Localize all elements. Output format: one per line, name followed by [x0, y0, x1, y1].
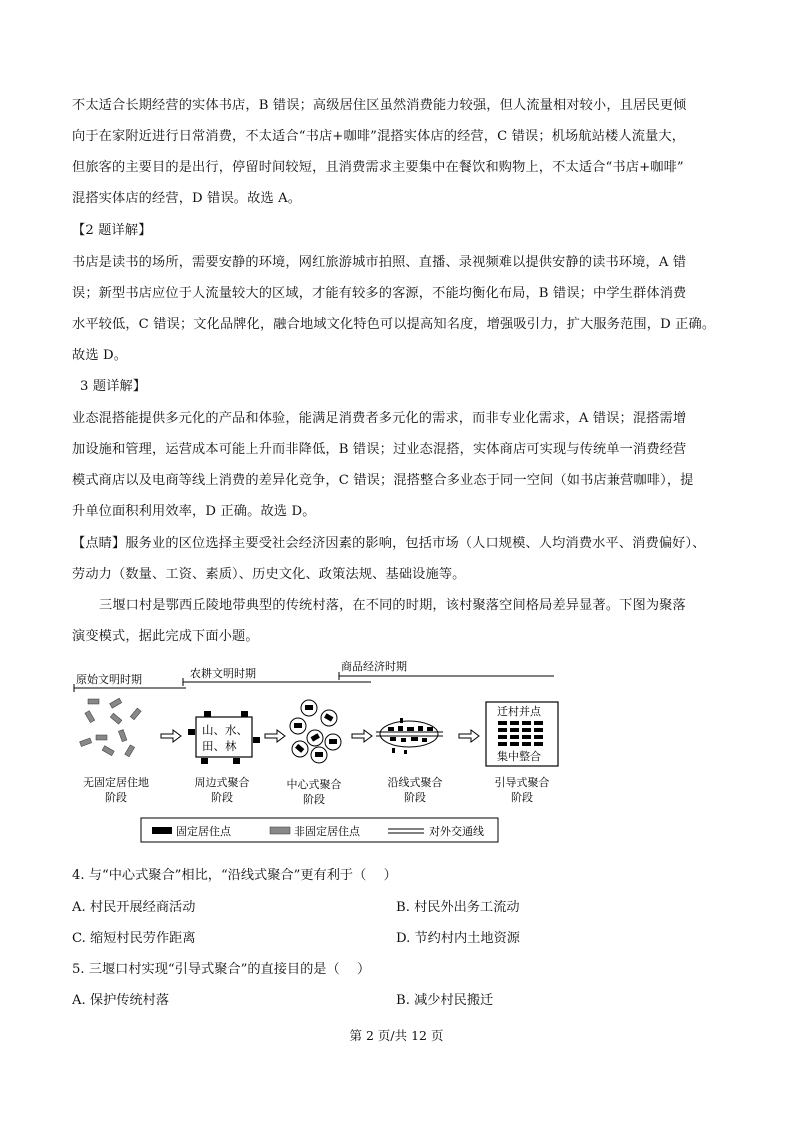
paragraph-line: 加设施和管理，运营成本可能上升而非降低，B 错误；过业态混搭，实体商店可实现与传统单一消费经营 — [72, 442, 687, 457]
question-5-stem: 5. 三堰口村实现“引导式聚合”的直接目的是（ ） — [72, 962, 371, 977]
nonfixed-point-swatch — [270, 827, 290, 834]
stage-3-central-icon — [290, 700, 341, 763]
question-4-option-b[interactable]: B. 村民外出务工流动 — [396, 900, 520, 915]
paragraph-line: 向于在家附近进行日常消费，不太适合“书店+咖啡”混搭实体店的经营，C 错误；机场航站楼人流量大， — [72, 129, 686, 144]
stage-label: 阶段 — [211, 791, 233, 804]
paragraph-line: 模式商店以及电商等线上消费的差异化竞争，C 错误；混搭整合多业态于同一空间（如书店兼营咖啡），提 — [72, 473, 694, 488]
question-5-option-b[interactable]: B. 减少村民搬迁 — [396, 993, 494, 1008]
question-4-stem: 4. 与“中心式聚合”相比，“沿线式聚合”更有利于（ ） — [72, 868, 397, 883]
stage-label: 沿线式聚合 — [387, 776, 443, 789]
legend-label: 对外交通线 — [429, 825, 484, 838]
paragraph-line: 水平较低，C 错误；文化品牌化，融合地域文化特色可以提高知名度，增强吸引力，扩大服务范围，D 正确。 — [72, 317, 716, 332]
paragraph-line: 演变模式，据此完成下面小题。 — [72, 629, 259, 644]
stage-label: 阶段 — [303, 793, 325, 806]
guide-text: 迁村并点 — [497, 705, 541, 718]
paragraph-line: 【点睛】服务业的区位选择主要受社会经济因素的影响，包括市场（人口规模、人均消费水平、消费偏好）、 — [72, 536, 706, 551]
box-text: 山、水、 — [202, 723, 248, 737]
legend-label: 非固定居住点 — [294, 825, 360, 838]
stage-label: 周边式聚合 — [194, 776, 250, 789]
question-5-option-a[interactable]: A. 保护传统村落 — [72, 993, 170, 1008]
stage-label: 阶段 — [105, 791, 127, 804]
section-heading: 3 题详解】 — [80, 379, 147, 394]
paragraph-line: 业态混搭能提供多元化的产品和体验，能满足消费者多元化的需求，而非专业化需求，A 错误；混搭需增 — [72, 411, 687, 426]
period-label: 商品经济时期 — [341, 660, 407, 673]
paragraph-line: 故选 D。 — [72, 348, 128, 363]
stage-label: 引导式聚合 — [494, 776, 550, 789]
stage-1-scatter-icon — [80, 698, 142, 757]
period-label: 农耕文明时期 — [190, 667, 256, 680]
paragraph-line: 升单位面积利用效率，D 正确。故选 D。 — [72, 504, 316, 519]
diagram-legend — [141, 818, 498, 842]
fixed-point-swatch — [152, 827, 172, 834]
box-text: 田、林 — [202, 739, 237, 753]
stage-label: 无固定居住地 — [83, 776, 149, 789]
stage-5-guided-icon — [486, 702, 558, 766]
stage-label: 阶段 — [404, 791, 426, 804]
stage-label: 阶段 — [511, 791, 533, 804]
paragraph-line: 劳动力（数量、工资、素质）、历史文化、政策法规、基础设施等。 — [72, 567, 466, 582]
question-4-option-d[interactable]: D. 节约村内土地资源 — [396, 931, 520, 946]
guide-text: 集中整合 — [497, 750, 541, 763]
paragraph-line: 三堰口村是鄂西丘陵地带典型的传统村落，在不同的时期，该村聚落空间格局差异显著。下图为聚落 — [99, 598, 686, 613]
paragraph-line: 混搭实体店的经营，D 错误。故选 A。 — [72, 191, 302, 206]
page-footer: 第 2 页/共 12 页 — [349, 1028, 444, 1043]
legend-label: 固定居住点 — [176, 825, 231, 838]
stage-4-linear-icon — [376, 718, 443, 754]
question-4-option-a[interactable]: A. 村民开展经商活动 — [72, 900, 196, 915]
paragraph-line: 但旅客的主要目的是出行，停留时间较短，且消费需求主要集中在餐饮和购物上，不太适合“书店+咖啡” — [72, 160, 684, 175]
paragraph-line: 不太适合长期经营的实体书店，B 错误；高级居住区虽然消费能力较强，但人流量相对较小，且居民更倾 — [72, 98, 687, 113]
section-heading: 【2 题详解】 — [72, 223, 152, 238]
stage-2-peripheral-icon — [188, 711, 260, 764]
paragraph-line: 误；新型书店应位于人流量较大的区域，才能有较多的客源，不能均衡化布局，B 错误；中学生群体消费 — [72, 286, 687, 301]
question-4-option-c[interactable]: C. 缩短村民劳作距离 — [72, 931, 196, 946]
period-label: 原始文明时期 — [76, 673, 142, 686]
paragraph-line: 书店是读书的场所，需要安静的环境，网红旅游城市拍照、直播、录视频难以提供安静的读书环境，A 错 — [72, 255, 687, 270]
stage-label: 中心式聚合 — [286, 778, 342, 791]
